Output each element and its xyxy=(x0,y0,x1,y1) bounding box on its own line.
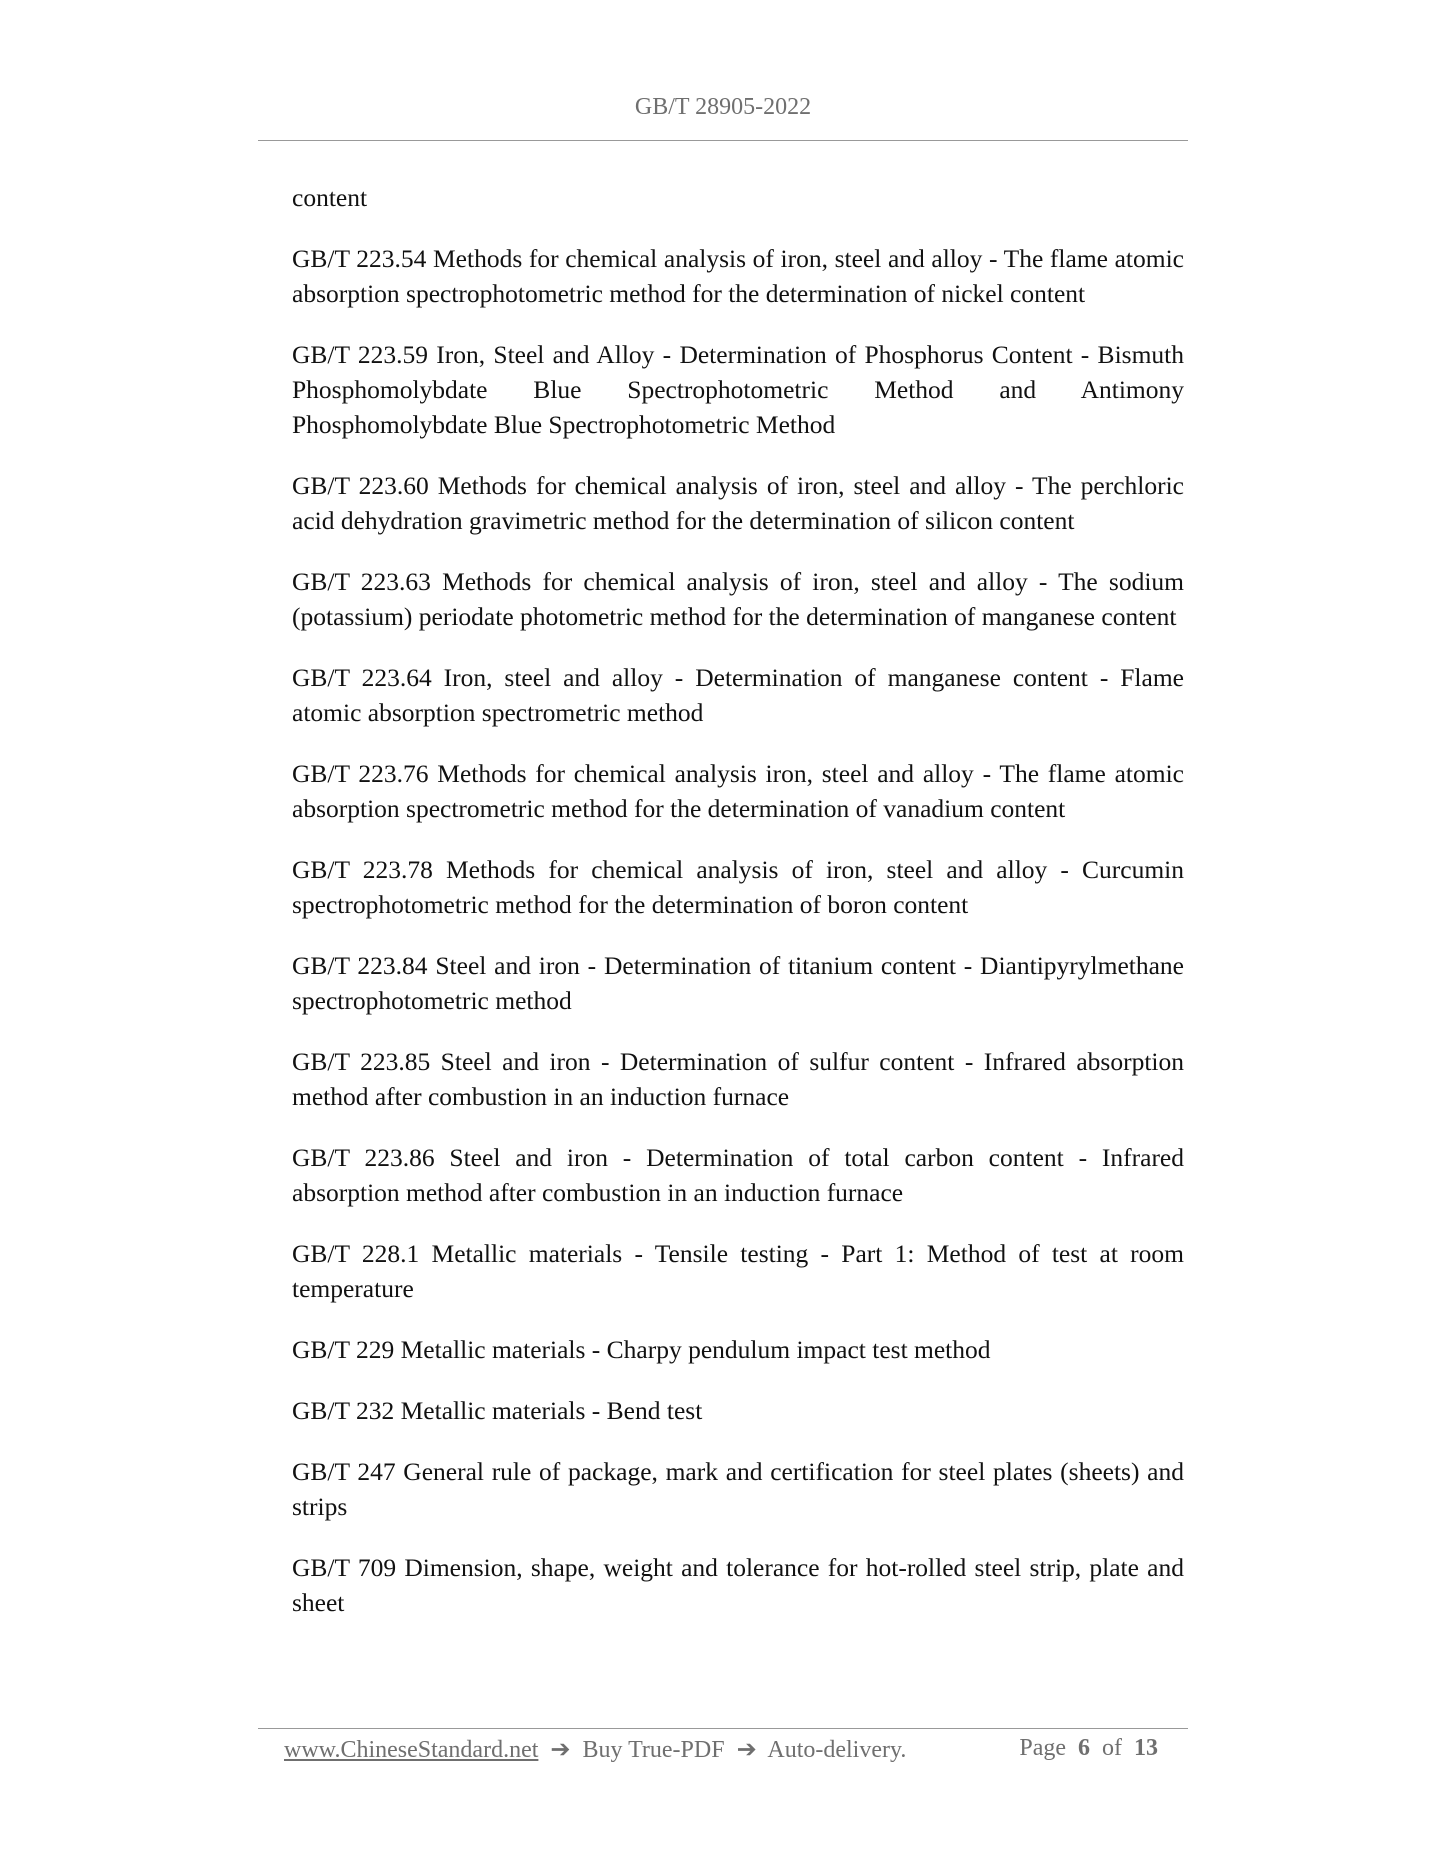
reference-item: GB/T 229 Metallic materials - Charpy pendulum impact test method xyxy=(292,1335,991,1364)
reference-item: GB/T 247 General rule of package, mark and certification for steel plates (sheets) and strips xyxy=(292,1457,1184,1521)
current-page-number: 6 xyxy=(1078,1735,1090,1761)
reference-item: GB/T 223.64 Iron, steel and alloy - Determination of manganese content - Flame atomic absorption spectrometric method xyxy=(292,663,1184,727)
reference-list xyxy=(292,180,1184,1646)
reference-item: GB/T 709 Dimension, shape, weight and tolerance for hot-rolled steel strip, plate and sheet xyxy=(292,1553,1184,1617)
arrow-right-icon: ➔ xyxy=(550,1737,571,1763)
page-indicator xyxy=(1019,1735,1164,1762)
of-label: of xyxy=(1102,1735,1122,1761)
reference-item: GB/T 223.85 Steel and iron - Determination of sulfur content - Infrared absorption method after combustion in an induction furnace xyxy=(292,1047,1184,1111)
document-id-header: GB/T 28905-2022 xyxy=(634,94,812,120)
page-footer xyxy=(284,1735,1164,1764)
reference-item: GB/T 223.76 Methods for chemical analysis iron, steel and alloy - The flame atomic absorption spectrometric method for the determination of vanadium content xyxy=(292,759,1184,823)
reference-item: content xyxy=(292,183,368,212)
reference-item: GB/T 228.1 Metallic materials - Tensile testing - Part 1: Method of test at room temperature xyxy=(292,1239,1184,1303)
website-link[interactable]: www.ChineseStandard.net xyxy=(284,1737,539,1763)
reference-item: GB/T 223.63 Methods for chemical analysis of iron, steel and alloy - The sodium (potassium) periodate photometric method for the determination of manganese content xyxy=(292,567,1184,631)
auto-delivery-text: Auto-delivery. xyxy=(767,1737,907,1763)
reference-item: GB/T 223.86 Steel and iron - Determination of total carbon content - Infrared absorption method after combustion in an induction furnace xyxy=(292,1143,1184,1207)
reference-item: GB/T 223.59 Iron, Steel and Alloy - Determination of Phosphorus Content - Bismuth Phosphomolybdate Blue Spectrophotometric Method and Antimony Phosphomolybdate Blue Spectrophotometric Method xyxy=(292,340,1184,439)
reference-item: GB/T 223.54 Methods for chemical analysis of iron, steel and alloy - The flame atomic absorption spectrophotometric method for the determination of nickel content xyxy=(292,244,1184,308)
reference-item: GB/T 232 Metallic materials - Bend test xyxy=(292,1396,703,1425)
reference-item: GB/T 223.60 Methods for chemical analysis of iron, steel and alloy - The perchloric acid dehydration gravimetric method for the determination of silicon content xyxy=(292,471,1184,535)
header-divider xyxy=(258,140,1188,141)
footer-divider xyxy=(258,1728,1188,1729)
reference-item: GB/T 223.84 Steel and iron - Determination of titanium content - Diantipyrylmethane spectrophotometric method xyxy=(292,951,1184,1015)
reference-item: GB/T 223.78 Methods for chemical analysis of iron, steel and alloy - Curcumin spectrophotometric method for the determination of boron content xyxy=(292,855,1184,919)
buy-pdf-text: Buy True-PDF xyxy=(582,1737,725,1763)
arrow-right-icon: ➔ xyxy=(736,1737,757,1763)
page-label: Page xyxy=(1019,1735,1066,1761)
total-page-number: 13 xyxy=(1134,1735,1158,1761)
